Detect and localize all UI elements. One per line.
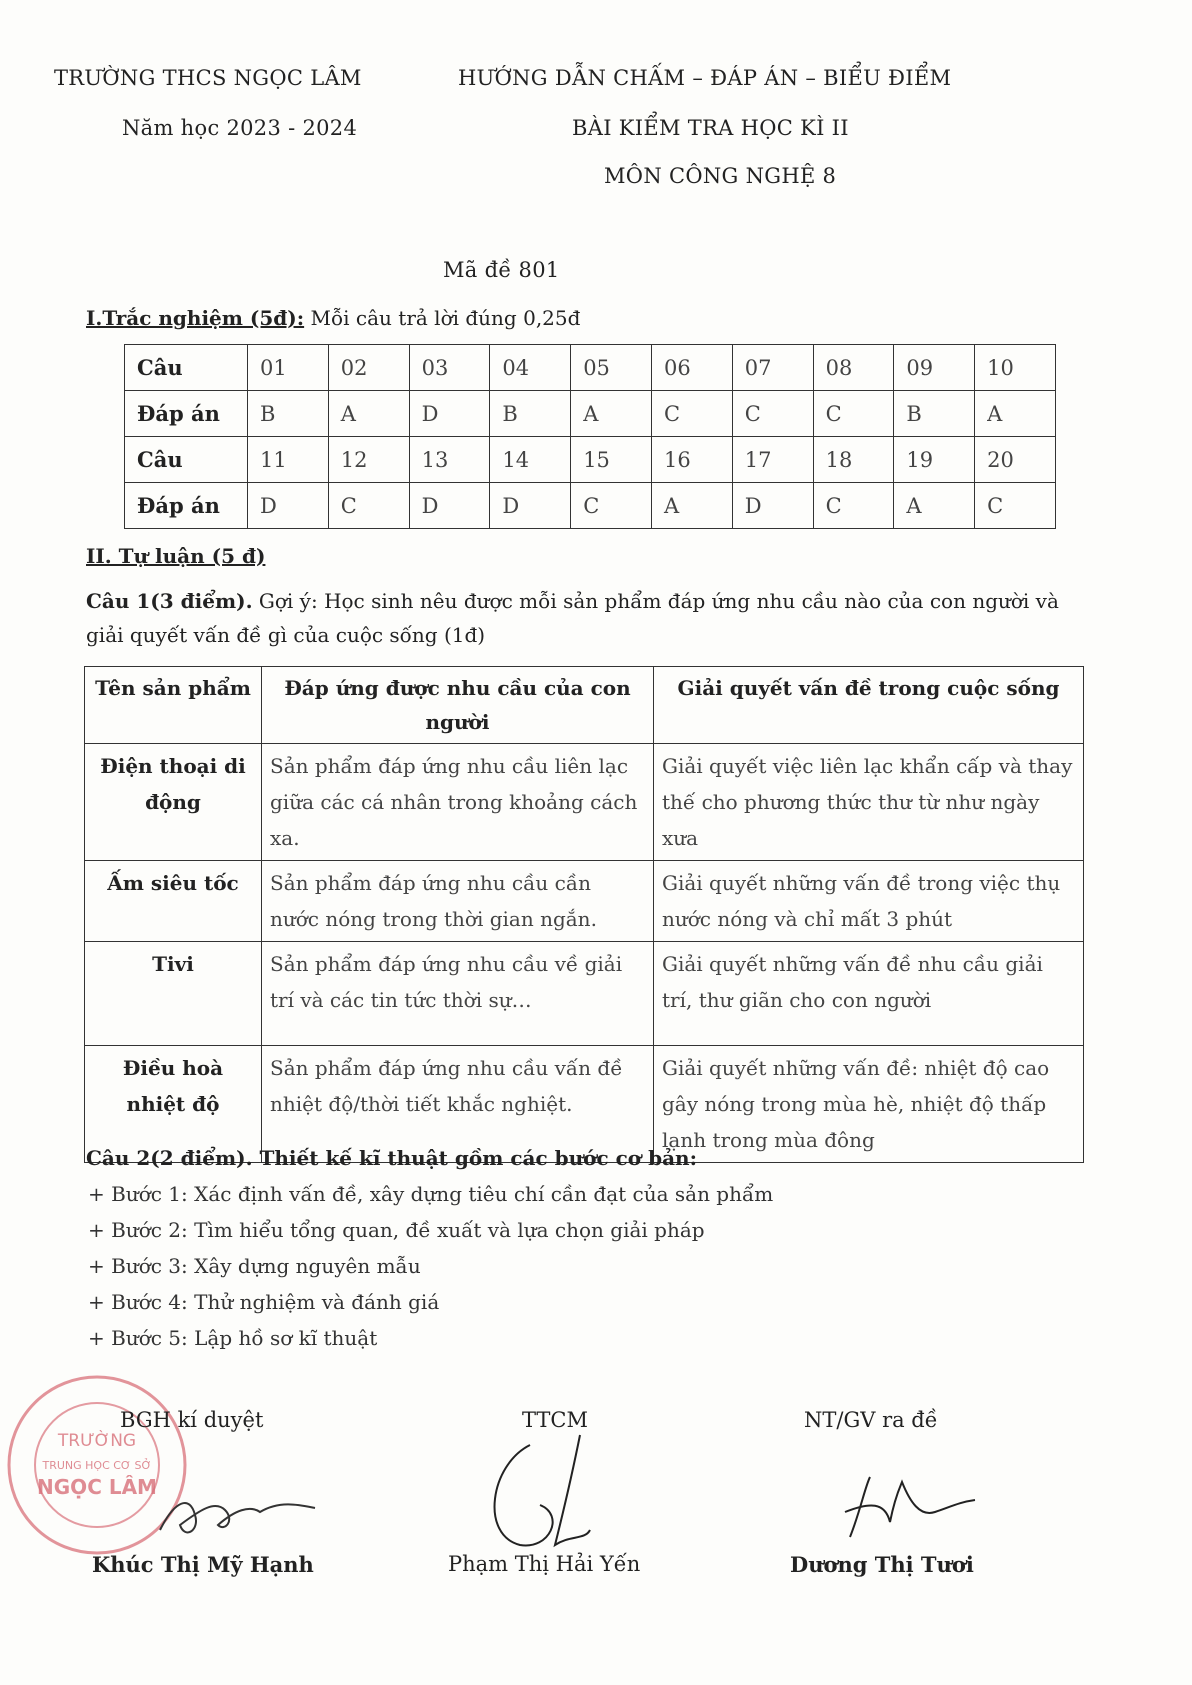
- document-title: HƯỚNG DẪN CHẤM – ĐÁP ÁN – BIỂU ĐIỂM: [458, 66, 952, 90]
- answer-letter: A: [328, 391, 409, 437]
- question-number: 10: [975, 345, 1056, 391]
- table-row: [85, 744, 1084, 861]
- question1-hint: Gợi ý: Học sinh nêu được mỗi sản phẩm đáp ứng nhu cầu nào của con người và giải quyết vấn đề gì của cuộc sống (1đ): [86, 589, 1059, 647]
- answer-letter: C: [813, 391, 894, 437]
- product-need: Sản phẩm đáp ứng nhu cầu vấn đề nhiệt độ/thời tiết khắc nghiệt.: [262, 1046, 654, 1163]
- question-number: 14: [490, 437, 571, 483]
- question-number: 08: [813, 345, 894, 391]
- question-number: 13: [409, 437, 490, 483]
- answer-label: Đáp án: [125, 391, 248, 437]
- product-need: Sản phẩm đáp ứng nhu cầu về giải trí và các tin tức thời sự…: [262, 942, 654, 1046]
- product-solution: Giải quyết những vấn đề trong việc thụ nước nóng và chỉ mất 3 phút: [654, 861, 1084, 942]
- answer-letter: D: [490, 483, 571, 529]
- answer-letter: A: [975, 391, 1056, 437]
- subject-title: MÔN CÔNG NGHỆ 8: [604, 164, 837, 188]
- design-steps-list: [88, 1176, 773, 1356]
- question-label: Câu: [125, 437, 248, 483]
- question-number: 07: [732, 345, 813, 391]
- name-teacher: Dương Thị Tươi: [790, 1552, 974, 1577]
- svg-text:TRUNG HỌC CƠ SỞ: TRUNG HỌC CƠ SỞ: [42, 1459, 152, 1472]
- product-name: Ấm siêu tốc: [85, 861, 262, 942]
- answer-letter: A: [571, 391, 652, 437]
- table-row: [85, 1046, 1084, 1163]
- answer-letter: C: [732, 391, 813, 437]
- question1-text: [86, 584, 1086, 652]
- table-row: [85, 861, 1084, 942]
- list-item: + Bước 5: Lập hồ sơ kĩ thuật: [88, 1326, 378, 1350]
- part2-title: II. Tự luận (5 đ): [86, 544, 266, 568]
- question-number: 16: [651, 437, 732, 483]
- question-number: 15: [571, 437, 652, 483]
- question-number: 17: [732, 437, 813, 483]
- product-solution: Giải quyết những vấn đề nhu cầu giải trí, thư giãn cho con người: [654, 942, 1084, 1046]
- answer-letter: C: [975, 483, 1056, 529]
- product-name: Tivi: [85, 942, 262, 1046]
- question-number: 09: [894, 345, 975, 391]
- header-product-name: Tên sản phẩm: [85, 667, 262, 744]
- question-number: 18: [813, 437, 894, 483]
- answer-letter: C: [571, 483, 652, 529]
- answer-letter: C: [813, 483, 894, 529]
- product-need: Sản phẩm đáp ứng nhu cầu liên lạc giữa các cá nhân trong khoảng cách xa.: [262, 744, 654, 861]
- answer-letter: A: [894, 483, 975, 529]
- question-number: 03: [409, 345, 490, 391]
- part1-title: I.Trắc nghiệm (5đ):: [86, 306, 305, 330]
- signature-teacher: [840, 1462, 980, 1552]
- role-department-head: TTCM: [522, 1408, 588, 1432]
- school-name: TRƯỜNG THCS NGỌC LÂM: [54, 66, 362, 90]
- products-table: [84, 666, 1084, 1163]
- question-number: 12: [328, 437, 409, 483]
- question-row: [125, 345, 1056, 391]
- question-number: 04: [490, 345, 571, 391]
- question-row: [125, 437, 1056, 483]
- question-number: 11: [248, 437, 329, 483]
- question1-label: Câu 1(3 điểm).: [86, 589, 253, 613]
- answer-row: [125, 391, 1056, 437]
- signature-principal: [140, 1470, 320, 1560]
- svg-text:TRƯỜNG: TRƯỜNG: [57, 1431, 137, 1451]
- question-number: 06: [651, 345, 732, 391]
- product-solution: Giải quyết việc liên lạc khẩn cấp và thay thế cho phương thức thư từ như ngày xưa: [654, 744, 1084, 861]
- exam-code: Mã đề 801: [443, 258, 560, 282]
- answer-letter: B: [894, 391, 975, 437]
- role-principal: BGH kí duyệt: [120, 1408, 264, 1432]
- list-item: + Bước 4: Thử nghiệm và đánh giá: [88, 1290, 440, 1314]
- table-row: [85, 942, 1084, 1046]
- product-solution: Giải quyết những vấn đề: nhiệt độ cao gây nóng trong mùa hè, nhiệt độ thấp lạnh trong mùa đông: [654, 1046, 1084, 1163]
- school-year: Năm học 2023 - 2024: [122, 116, 358, 140]
- list-item: + Bước 3: Xây dựng nguyên mẫu: [88, 1254, 421, 1278]
- question-number: 02: [328, 345, 409, 391]
- name-department-head: Phạm Thị Hải Yến: [448, 1552, 641, 1576]
- answer-letter: A: [651, 483, 732, 529]
- answer-letter: C: [328, 483, 409, 529]
- list-item: + Bước 2: Tìm hiểu tổng quan, đề xuất và lựa chọn giải pháp: [88, 1218, 705, 1242]
- exam-title: BÀI KIỂM TRA HỌC KÌ II: [572, 116, 849, 140]
- question-number: 20: [975, 437, 1056, 483]
- answer-letter: C: [651, 391, 732, 437]
- question-number: 19: [894, 437, 975, 483]
- answer-key-table: [124, 344, 1056, 529]
- question-number: 01: [248, 345, 329, 391]
- answer-letter: D: [409, 483, 490, 529]
- product-need: Sản phẩm đáp ứng nhu cầu cần nước nóng trong thời gian ngắn.: [262, 861, 654, 942]
- role-teacher: NT/GV ra đề: [804, 1408, 938, 1432]
- answer-letter: D: [248, 483, 329, 529]
- header-solution: Giải quyết vấn đề trong cuộc sống: [654, 667, 1084, 744]
- list-item: + Bước 1: Xác định vấn đề, xây dựng tiêu chí cần đạt của sản phẩm: [88, 1182, 774, 1206]
- header-need: Đáp ứng được nhu cầu của con người: [262, 667, 654, 744]
- question-label: Câu: [125, 345, 248, 391]
- answer-letter: B: [248, 391, 329, 437]
- answer-label: Đáp án: [125, 483, 248, 529]
- question-number: 05: [571, 345, 652, 391]
- part1-note: Mỗi câu trả lời đúng 0,25đ: [304, 306, 581, 330]
- answer-row: [125, 483, 1056, 529]
- product-name: Điều hoà nhiệt độ: [85, 1046, 262, 1163]
- svg-text:NGỌC LÂM: NGỌC LÂM: [37, 1475, 157, 1499]
- part1-heading: [86, 306, 580, 330]
- answer-letter: D: [409, 391, 490, 437]
- answer-letter: B: [490, 391, 571, 437]
- product-name: Điện thoại di động: [85, 744, 262, 861]
- question2-title: Câu 2(2 điểm). Thiết kế kĩ thuật gồm các bước cơ bản:: [86, 1146, 697, 1170]
- answer-letter: D: [732, 483, 813, 529]
- name-principal: Khúc Thị Mỹ Hạnh: [92, 1552, 314, 1577]
